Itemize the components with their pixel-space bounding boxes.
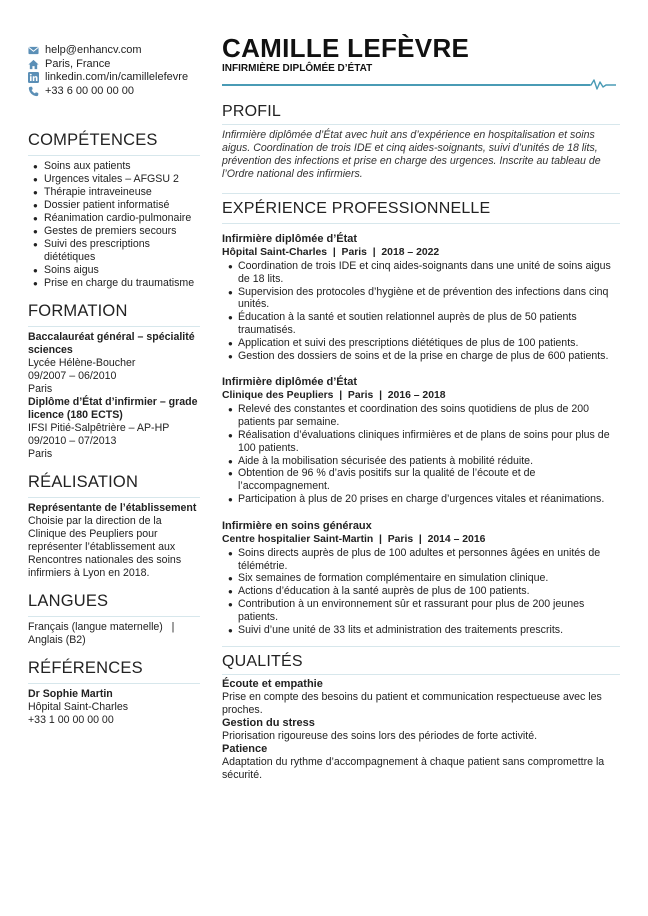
contact-email[interactable] xyxy=(28,44,200,58)
job-bullet: ● Éducation à la santé et soutien relationnel auprès de plus de 50 patients traumatisés. xyxy=(222,311,620,337)
contact-phone-text: +33 6 00 00 00 00 xyxy=(45,84,134,97)
job-bullet: ● Application et suivi des prescriptions diététiques de plus de 100 patients. xyxy=(222,337,620,350)
skill-item: ● Prise en charge du traumatisme xyxy=(28,277,200,290)
job-role: Infirmière en soins généraux xyxy=(222,519,372,532)
header-divider xyxy=(222,77,620,91)
quality-item xyxy=(222,678,620,717)
job-bullets xyxy=(222,403,620,505)
job-bullet: ● Réalisation d’évaluations cliniques infirmières et de plans de soins pour plus de 100 patients. xyxy=(222,429,620,455)
achievement-title: Représentante de l’établissement xyxy=(28,502,197,514)
home-icon xyxy=(28,59,39,70)
languages-heading: LANGUES xyxy=(28,592,200,617)
job-role: Infirmière diplômée d’État xyxy=(222,376,358,389)
contact-email-text: help@enhancv.com xyxy=(45,44,142,56)
contact-list xyxy=(28,44,200,98)
job-bullet: ● Six semaines de formation complémentaire en simulation clinique. xyxy=(222,572,620,585)
job-bullet: ● Gestion des dossiers de soins et de la prise en charge de plus de 600 patients. xyxy=(222,350,620,363)
job-bullet: ● Soins directs auprès de plus de 100 adultes et personnes âgées en unités de télémétrie. xyxy=(222,547,620,573)
section-divider xyxy=(222,193,620,194)
profile-section xyxy=(222,103,620,181)
skills-section xyxy=(28,131,200,290)
phone-icon xyxy=(28,86,39,97)
references-section xyxy=(28,659,200,727)
experience-heading: EXPÉRIENCE PROFESSIONNELLE xyxy=(222,200,491,217)
reference-org: Hôpital Saint-Charles xyxy=(28,701,129,713)
profile-text: Infirmière diplômée d’État avec huit ans d’expérience en hospitalisation et soins aigus. Coordination de trois IDE et cinq aides-soignants, suivi d’unités de 18 lits, prévention des infections et prise en charge des urgences. Inscrite au tableau de l’Ordre national des infirmiers. xyxy=(222,129,601,180)
job-bullet: ● Actions d’éducation à la santé auprès de plus de 100 patients. xyxy=(222,585,620,598)
job-entry xyxy=(222,520,620,637)
contact-linkedin[interactable] xyxy=(28,71,200,85)
skill-item: ● Dossier patient informatisé xyxy=(28,199,200,212)
contact-location-text: Paris, France xyxy=(45,57,111,70)
education-item xyxy=(28,396,200,461)
job-bullets xyxy=(222,260,620,362)
profile-heading: PROFIL xyxy=(222,103,281,120)
section-divider xyxy=(222,646,620,647)
education-section xyxy=(28,302,200,461)
achievement-section xyxy=(28,473,200,580)
job-bullet: ● Suivi d’une unité de 33 lits et administration des traitements prescrits. xyxy=(222,624,620,637)
linkedin-icon xyxy=(28,72,39,83)
references-heading: RÉFÉRENCES xyxy=(28,659,200,684)
job-bullet: ● Obtention de 96 % d’avis positifs sur la qualité de l’écoute et de l’accompagnement. xyxy=(222,467,620,493)
skill-item: ● Urgences vitales – AFGSU 2 xyxy=(28,173,200,186)
envelope-icon xyxy=(28,45,39,56)
education-dates: 09/2007 – 06/2010 xyxy=(28,370,117,382)
section-divider xyxy=(222,674,620,675)
header-accent-bar xyxy=(222,84,590,86)
skill-item: ● Thérapie intraveineuse xyxy=(28,186,200,199)
job-org: Centre hospitalier Saint-Martin | Paris | 2014 – 2016 xyxy=(222,533,486,545)
job-bullet: ● Contribution à un environnement sûr et rassurant pour plus de 200 jeunes patients. xyxy=(222,598,620,624)
languages-text: Français (langue maternelle) | Anglais (B2) xyxy=(28,621,183,646)
skills-list xyxy=(28,160,200,290)
education-title: Diplôme d’État d’infirmier – grade licence (180 ECTS) xyxy=(28,396,198,421)
section-divider xyxy=(222,124,620,125)
job-bullets xyxy=(222,547,620,637)
job-bullet: ● Relevé des constantes et coordination des soins quotidiens de plus de 200 patients par semaine. xyxy=(222,403,620,429)
job-entry xyxy=(222,376,620,505)
contact-linkedin-text: linkedin.com/in/camillelefevre xyxy=(45,71,189,83)
job-bullet: ● Aide à la mobilisation sécurisée des patients à mobilité réduite. xyxy=(222,455,620,468)
qualities-section xyxy=(222,646,620,782)
quality-title: Patience xyxy=(222,743,268,756)
quality-text: Prise en compte des besoins du patient et communication respectueuse avec les proches. xyxy=(222,691,602,717)
job-bullet: ● Participation à plus de 20 prises en charge d’urgences vitales et réanimations. xyxy=(222,493,620,506)
achievement-item xyxy=(28,502,200,580)
education-item xyxy=(28,331,200,396)
skill-item: ● Gestes de premiers secours xyxy=(28,225,200,238)
education-place: Paris xyxy=(28,448,53,460)
job-role: Infirmière diplômée d’État xyxy=(222,233,358,245)
education-heading: FORMATION xyxy=(28,302,200,327)
job-org: Clinique des Peupliers | Paris | 2016 – 2018 xyxy=(222,390,446,402)
skill-item: ● Soins aux patients xyxy=(28,160,200,173)
languages-section xyxy=(28,592,200,647)
quality-text: Priorisation rigoureuse des soins lors des périodes de forte activité. xyxy=(222,730,538,743)
quality-title: Gestion du stress xyxy=(222,717,315,730)
qualities-list xyxy=(222,678,620,782)
quality-item xyxy=(222,743,620,782)
candidate-name: CAMILLE LEFÈVRE xyxy=(222,33,470,63)
heartbeat-icon xyxy=(586,77,616,91)
reference-item xyxy=(28,688,200,727)
contact-phone[interactable] xyxy=(28,85,200,99)
education-school: Lycée Hélène-Boucher xyxy=(28,357,136,369)
education-title: Baccalauréat général – spécialité sciences xyxy=(28,331,195,356)
qualities-heading: QUALITÉS xyxy=(222,653,303,671)
skill-item: ● Suivi des prescriptions diététiques xyxy=(28,238,200,264)
education-place: Paris xyxy=(28,383,53,395)
experience-section xyxy=(222,193,620,636)
education-dates: 09/2010 – 07/2013 xyxy=(28,435,117,447)
quality-item xyxy=(222,717,620,743)
left-column xyxy=(28,44,200,727)
quality-title: Écoute et empathie xyxy=(222,678,323,691)
education-school: IFSI Pitié-Salpêtrière – AP-HP xyxy=(28,422,170,434)
reference-name: Dr Sophie Martin xyxy=(28,688,113,700)
job-org: Hôpital Saint-Charles | Paris | 2018 – 2022 xyxy=(222,247,440,258)
job-bullet: ● Supervision des protocoles d’hygiène et de prévention des infections dans cinq unités. xyxy=(222,286,620,312)
skill-item: ● Soins aigus xyxy=(28,264,200,277)
candidate-title: INFIRMIÈRE DIPLÔMÉE D’ÉTAT xyxy=(222,63,373,74)
quality-text: Adaptation du rythme d’accompagnement à chaque patient sans compromettre la sécurité. xyxy=(222,756,605,782)
right-column xyxy=(222,34,620,782)
skill-item: ● Réanimation cardio-pulmonaire xyxy=(28,212,200,225)
reference-phone: +33 1 00 00 00 00 xyxy=(28,714,114,726)
section-divider xyxy=(222,223,620,224)
job-entry xyxy=(222,233,620,362)
skills-heading: COMPÉTENCES xyxy=(28,131,200,156)
achievement-text: Choisie par la direction de la Clinique des Peupliers pour représenter l’établissement aux Rencontres nationales des soins infirmiers à Lyon en 2018. xyxy=(28,515,182,579)
contact-location xyxy=(28,58,200,72)
job-bullet: ● Coordination de trois IDE et cinq aides-soignants dans une unité de soins aigus de 18 lits. xyxy=(222,260,620,286)
achievement-heading: RÉALISATION xyxy=(28,473,200,498)
